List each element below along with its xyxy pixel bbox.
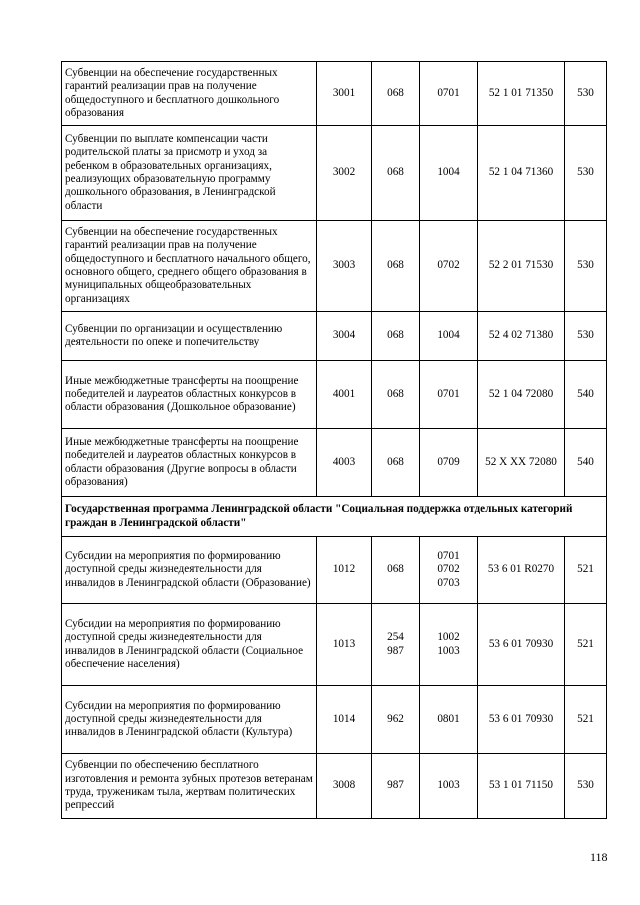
- row-section: 1002 1003: [420, 604, 478, 686]
- page-number: 118: [590, 850, 608, 864]
- table-row: [62, 537, 607, 604]
- table-row: [62, 686, 607, 754]
- row-target-article: 52 1 04 72080: [478, 361, 565, 429]
- row-expense-type: 530: [565, 62, 607, 126]
- budget-table: [61, 61, 607, 819]
- table-row: [62, 604, 607, 686]
- row-expense-type: 530: [565, 221, 607, 312]
- table-row: [62, 312, 607, 361]
- row-expense-type: 530: [565, 312, 607, 361]
- row-name: Субвенции по организации и осуществлению деятельности по опеке и попечительству: [62, 312, 317, 361]
- row-name: Субвенции на обеспечение государственных гарантий реализации прав на получение общедоступного и бесплатного дошкольного образования: [62, 62, 317, 126]
- row-target-article: 52 4 02 71380: [478, 312, 565, 361]
- row-section: 1003: [420, 754, 478, 819]
- row-name: Субвенции по выплате компенсации части родительской платы за присмотр и уход за ребенком в образовательных организациях, реализующих образовательную программу дошкольного образования, в Ленинградской области: [62, 126, 317, 221]
- row-section: 0801: [420, 686, 478, 754]
- row-name: Иные межбюджетные трансферты на поощрение победителей и лауреатов областных конкурсов в области образования (Дошкольное образование): [62, 361, 317, 429]
- row-code: 4003: [317, 429, 372, 497]
- row-expense-type: 521: [565, 537, 607, 604]
- row-target-article: 53 1 01 71150: [478, 754, 565, 819]
- row-expense-type: 521: [565, 686, 607, 754]
- table-row: [62, 221, 607, 312]
- row-target-article: 53 6 01 70930: [478, 604, 565, 686]
- row-ministry: 987: [372, 754, 420, 819]
- table-row: [62, 62, 607, 126]
- row-code: 1014: [317, 686, 372, 754]
- row-code: 3004: [317, 312, 372, 361]
- row-ministry: 068: [372, 126, 420, 221]
- row-code: 3003: [317, 221, 372, 312]
- row-expense-type: 540: [565, 361, 607, 429]
- row-target-article: 53 6 01 70930: [478, 686, 565, 754]
- row-ministry: 068: [372, 537, 420, 604]
- row-section: 0701 0702 0703: [420, 537, 478, 604]
- row-target-article: 52 2 01 71530: [478, 221, 565, 312]
- row-ministry: 068: [372, 312, 420, 361]
- row-target-article: 52 1 01 71350: [478, 62, 565, 126]
- row-ministry: 962: [372, 686, 420, 754]
- row-name: Субсидии на мероприятия по формированию доступной среды жизнедеятельности для инвалидов в Ленинградской области (Социальное обеспечение населения): [62, 604, 317, 686]
- row-ministry: 068: [372, 361, 420, 429]
- row-expense-type: 530: [565, 754, 607, 819]
- row-code: 3008: [317, 754, 372, 819]
- row-code: 4001: [317, 361, 372, 429]
- row-section: 1004: [420, 312, 478, 361]
- row-section: 1004: [420, 126, 478, 221]
- row-name: Субсидии на мероприятия по формированию доступной среды жизнедеятельности для инвалидов в Ленинградской области (Образование): [62, 537, 317, 604]
- row-ministry: 254 987: [372, 604, 420, 686]
- row-target-article: 52 1 04 71360: [478, 126, 565, 221]
- table-row: [62, 429, 607, 497]
- row-name: Иные межбюджетные трансферты на поощрение победителей и лауреатов областных конкурсов в области образования (Другие вопросы в области образования): [62, 429, 317, 497]
- row-section: 0702: [420, 221, 478, 312]
- row-name: Субсидии на мероприятия по формированию доступной среды жизнедеятельности для инвалидов в Ленинградской области (Культура): [62, 686, 317, 754]
- row-code: 3002: [317, 126, 372, 221]
- table-row: [62, 126, 607, 221]
- row-target-article: 53 6 01 R0270: [478, 537, 565, 604]
- row-code: 1012: [317, 537, 372, 604]
- row-target-article: 52 X XX 72080: [478, 429, 565, 497]
- row-ministry: 068: [372, 221, 420, 312]
- section-row: [62, 497, 607, 537]
- row-ministry: 068: [372, 62, 420, 126]
- row-expense-type: 521: [565, 604, 607, 686]
- row-code: 3001: [317, 62, 372, 126]
- row-name: Субвенции по обеспечению бесплатного изготовления и ремонта зубных протезов ветеранам труда, труженикам тыла, жертвам политических репрессий: [62, 754, 317, 819]
- row-expense-type: 530: [565, 126, 607, 221]
- table-row: [62, 361, 607, 429]
- row-section: 0701: [420, 361, 478, 429]
- program-title: Государственная программа Ленинградской области "Социальная поддержка отдельных категорий граждан в Ленинградской области": [62, 497, 607, 537]
- row-section: 0709: [420, 429, 478, 497]
- row-name: Субвенции на обеспечение государственных гарантий реализации прав на получение общедоступного и бесплатного начального общего, основного общего, среднего общего образования в муниципальных общеобразовательных организациях: [62, 221, 317, 312]
- row-code: 1013: [317, 604, 372, 686]
- table-row: [62, 754, 607, 819]
- row-section: 0701: [420, 62, 478, 126]
- row-expense-type: 540: [565, 429, 607, 497]
- row-ministry: 068: [372, 429, 420, 497]
